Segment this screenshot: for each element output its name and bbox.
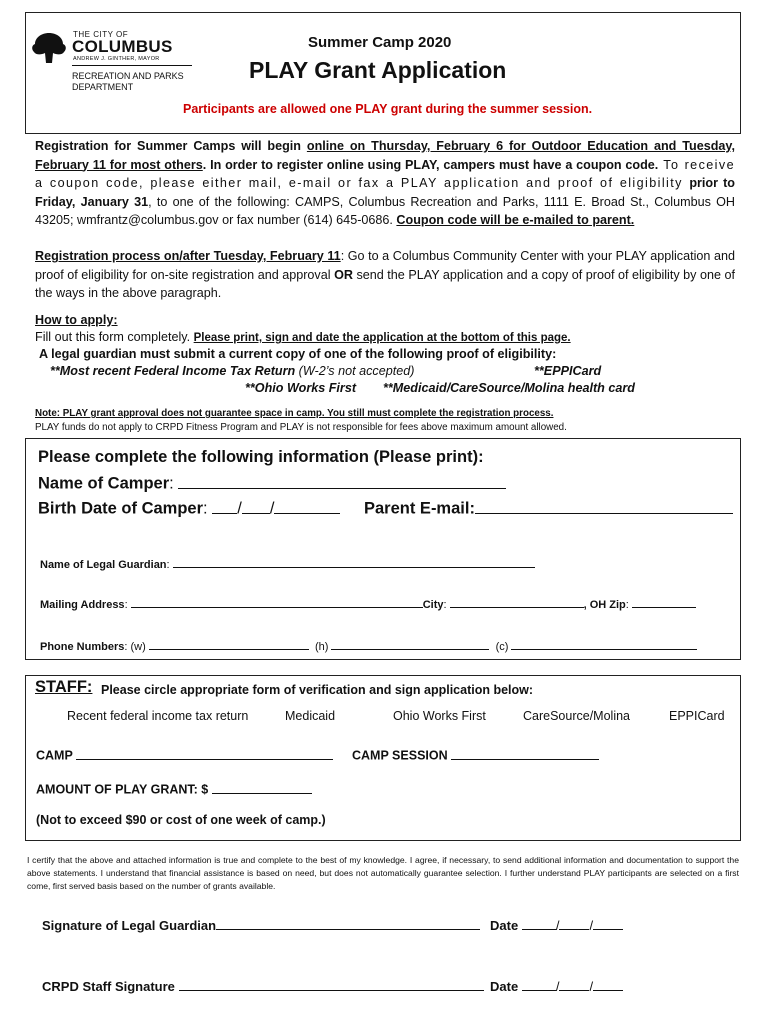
logo-dept-line2: DEPARTMENT (72, 82, 134, 92)
camp-session-label: CAMP SESSION (352, 748, 448, 763)
guardian-signature-label: Signature of Legal Guardian (42, 918, 217, 933)
guardian-signature-field[interactable] (216, 916, 480, 930)
guardian-date-day[interactable] (559, 916, 589, 930)
guardian-name-field[interactable] (173, 556, 535, 568)
camper-name-label: Name of Camper (38, 474, 170, 493)
staff-signature-row (42, 977, 484, 994)
phone-c-label: (c) (495, 641, 509, 653)
proof-medicaid: **Medicaid/CareSource/Molina health card (383, 381, 635, 395)
form-heading: Please complete the following information (Please print): (38, 448, 484, 466)
tree-icon (31, 31, 67, 65)
logo-mayor: ANDREW J. GINTHER, MAYOR (73, 56, 160, 62)
logo-dept-line1: RECREATION AND PARKS (72, 71, 184, 81)
staff-date-year[interactable] (593, 977, 623, 991)
guardian-row: Name of Legal Guardian: (40, 556, 535, 571)
staff-signature-field[interactable] (179, 977, 484, 991)
city-label: City (422, 599, 444, 611)
guardian-signature-row (42, 916, 480, 933)
phone-h-field[interactable] (331, 638, 489, 650)
phone-w-label: (w) (130, 641, 146, 653)
state-label: , OH (583, 599, 607, 611)
option-caresource-molina[interactable]: CareSource/Molina (523, 709, 630, 723)
option-ohio-works-first[interactable]: Ohio Works First (393, 709, 486, 723)
zip-label: Zip (609, 599, 626, 611)
intro-p1-e: prior to Friday, January 31 (35, 176, 735, 209)
intro-p2-a: Registration process on/after Tuesday, February 11 (35, 249, 341, 263)
birth-day-field[interactable] (242, 496, 270, 514)
phone-h-label: (h) (314, 641, 329, 653)
intro-p2-c: OR (334, 267, 353, 282)
one-grant-notice: Participants are allowed one PLAY grant during the summer session. (183, 102, 593, 116)
mailing-address-field[interactable] (131, 596, 423, 608)
intro-p1-f: , to one of the following: CAMPS, Columbus Recreation and Parks, 1111 E. Broad St., Columbus OH 43205; wmfrantz@columbus.gov or fax number (614) 645-0686. (35, 194, 736, 227)
grant-limit: (Not to exceed $90 or cost of one week of camp.) (36, 813, 326, 827)
camper-name-row: Name of Camper: (38, 471, 506, 494)
camp-field[interactable] (76, 746, 333, 760)
camp-session-field[interactable] (451, 746, 599, 760)
guardian-date-year[interactable] (593, 916, 623, 930)
birth-year-field[interactable] (274, 496, 340, 514)
guardian-date-month[interactable] (522, 916, 556, 930)
zip-field[interactable] (632, 596, 696, 608)
amount-row (36, 780, 312, 797)
parent-email-field[interactable] (475, 496, 733, 514)
city-logo (31, 30, 211, 100)
staff-date-row: Date / / (490, 977, 623, 994)
camp-session-row (352, 746, 599, 763)
phone-c-field[interactable] (511, 638, 697, 650)
birth-date-row: Birth Date of Camper: / / (38, 496, 340, 519)
how-heading: How to apply: (35, 313, 118, 327)
certification-text: I certify that the above and attached information is true and complete to the best of my knowledge. I agree, if necessary, to send additional information and documentation to support the above statements. I understand that financial assistance is based on need, but does not automatically guarantee selection. I further understand PLAY participants are selected on a first come, first served basis based on the number of grants available. (27, 855, 739, 891)
camp-row (36, 746, 333, 763)
staff-signature-label: CRPD Staff Signature (42, 979, 175, 994)
option-eppicard[interactable]: EPPICard (669, 709, 725, 723)
intro-paragraph (35, 137, 735, 230)
staff-date-day[interactable] (559, 977, 589, 991)
registration-paragraph (35, 247, 735, 303)
phone-row: Phone Numbers: (w) (h) (c) (40, 638, 697, 653)
how-line2: A legal guardian must submit a current copy of one of the following proof of eligibility: (39, 347, 557, 361)
staff-instruction: Please circle appropriate form of verification and sign application below: (101, 683, 534, 697)
birth-month-field[interactable] (212, 496, 237, 514)
intro-p2-d: send the PLAY application and a copy of proof of eligibility by one of the ways in the above paragraph. (35, 267, 735, 300)
staff-date-month[interactable] (522, 977, 556, 991)
intro-p1-c: . In order to register online using PLAY, campers must have a coupon code. (202, 157, 659, 172)
birth-date-label: Birth Date of Camper (38, 499, 204, 518)
camp-label: CAMP (36, 748, 73, 763)
parent-email-row (364, 496, 733, 519)
option-tax-return[interactable]: Recent federal income tax return (67, 709, 249, 723)
logo-divider (72, 65, 192, 66)
guardian-name-label: Name of Legal Guardian (40, 559, 167, 571)
page-title: PLAY Grant Application (249, 57, 507, 83)
proof-ohio-works: **Ohio Works First (245, 381, 357, 395)
camper-name-field[interactable] (178, 471, 506, 489)
how-line1 (35, 330, 571, 344)
intro-p2-b: : Go to a Columbus Community Center with your PLAY application and proof of eligibility for on-site registration and approval (35, 249, 735, 282)
proof1-b: (W-2’s not accepted) (295, 364, 415, 378)
logo-top: THE CITY OF (73, 30, 129, 39)
guardian-date-label: Date (490, 918, 519, 933)
how-line1-b: Please print, sign and date the application at the bottom of this page. (193, 332, 571, 344)
proof-eppicard: **EPPICard (534, 364, 602, 378)
phone-label: Phone Numbers (40, 641, 125, 653)
page-subtitle: Summer Camp 2020 (308, 34, 452, 51)
funds-note: PLAY funds do not apply to CRPD Fitness Program and PLAY is not responsible for fees above maximum amount allowed. (35, 422, 567, 433)
logo-city: COLUMBUS (72, 37, 173, 56)
amount-field[interactable] (212, 780, 312, 794)
proof1-a: **Most recent Federal Income Tax Return (50, 364, 296, 378)
approval-note: Note: PLAY grant approval does not guarantee space in camp. You still must complete the registration process. (35, 408, 554, 419)
option-medicaid[interactable]: Medicaid (285, 709, 336, 723)
intro-p1-b: online on Thursday, February 6 for Outdoor Education and Tuesday, February 11 for most others (35, 139, 735, 172)
guardian-date-row: Date / / (490, 916, 623, 933)
mailing-address-label: Mailing Address (40, 599, 125, 611)
staff-date-label: Date (490, 979, 519, 994)
amount-label: AMOUNT OF PLAY GRANT: $ (36, 782, 209, 797)
how-line1-a: Fill out this form completely. (35, 330, 194, 344)
address-row: Mailing Address: City: , OH Zip: (40, 596, 696, 611)
city-field[interactable] (450, 596, 584, 608)
staff-label: STAFF: (35, 678, 93, 696)
intro-p1-g: Coupon code will be e-mailed to parent. (396, 213, 635, 227)
parent-email-label: Parent E-mail: (364, 499, 475, 518)
phone-w-field[interactable] (149, 638, 309, 650)
intro-p1-a: Registration for Summer Camps will begin (35, 139, 307, 153)
intro-p1-d: To receive a coupon code, please either mail, e-mail or fax a PLAY application and proof of eligibility (35, 157, 735, 190)
proof-tax-return (50, 364, 414, 378)
